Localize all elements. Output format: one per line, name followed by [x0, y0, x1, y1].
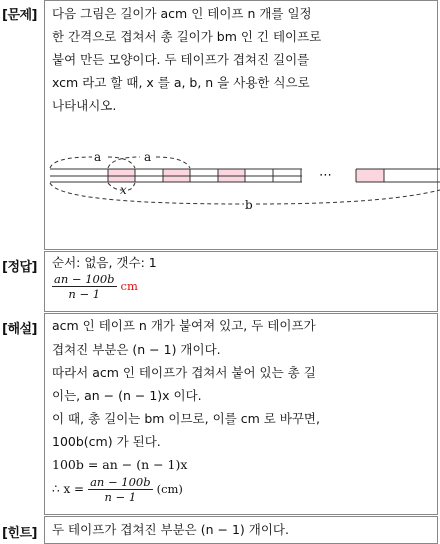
solution-equation-1: 100b = an − (n − 1)x [52, 457, 188, 472]
solution-line: 겹쳐진 부분은 (n − 1) 개이다. [52, 342, 221, 357]
tape-figure [44, 140, 440, 220]
solution-label: [해설] [2, 322, 37, 337]
hint-label: [힌트] [2, 526, 37, 541]
answer-expression [52, 272, 138, 301]
solution-line: 이는, an − (n − 1)x 이다. [52, 388, 202, 403]
brace-label-x: x [120, 183, 127, 197]
solution-fraction-numerator: an − 100b [90, 475, 151, 489]
answer-unit: cm [120, 279, 138, 293]
solution-equation-2-unit: (cm) [156, 482, 183, 496]
problem-label: [문제] [2, 8, 37, 23]
answer-fraction-numerator: an − 100b [54, 272, 115, 286]
problem-line: 다음 그림은 길이가 acm 인 테이프 n 개를 일정 [52, 6, 312, 21]
answer-fraction-denominator: n − 1 [68, 287, 101, 301]
solution-line: acm 인 테이프 n 개가 붙여져 있고, 두 테이프가 [52, 318, 316, 333]
solution-equation-2 [52, 475, 183, 504]
solution-fraction [88, 475, 153, 504]
ellipsis: ⋯ [319, 168, 332, 183]
answer-order-count: 순서: 없음, 갯수: 1 [52, 255, 157, 270]
problem-line: 붙여 만든 모양이다. 두 테이프가 겹쳐진 길이를 [52, 52, 310, 67]
brace-label-a2: a [144, 150, 152, 164]
answer-label: [정답] [2, 260, 37, 275]
brace-label-b: b [245, 198, 253, 212]
hint-text: 두 테이프가 겹쳐진 부분은 (n − 1) 개이다. [52, 522, 289, 537]
problem-line: 한 간격으로 겹쳐서 총 길이가 bm 인 긴 테이프로 [52, 29, 322, 44]
solution-line: 100b(cm) 가 된다. [52, 434, 161, 449]
solution-equation-2-lhs: ∴ x = [52, 482, 85, 496]
answer-fraction [52, 272, 117, 301]
problem-line: 나타내시오. [52, 98, 117, 113]
solution-line: 이 때, 총 길이는 bm 이므로, 이를 cm 로 바꾸면, [52, 411, 320, 426]
brace-label-a1: a [94, 150, 102, 164]
solution-line: 따라서 acm 인 테이프가 겹쳐서 붙어 있는 총 길 [52, 365, 316, 380]
solution-fraction-denominator: n − 1 [104, 490, 137, 504]
problem-line: xcm 라고 할 때, x 를 a, b, n 을 사용한 식으로 [52, 75, 310, 90]
